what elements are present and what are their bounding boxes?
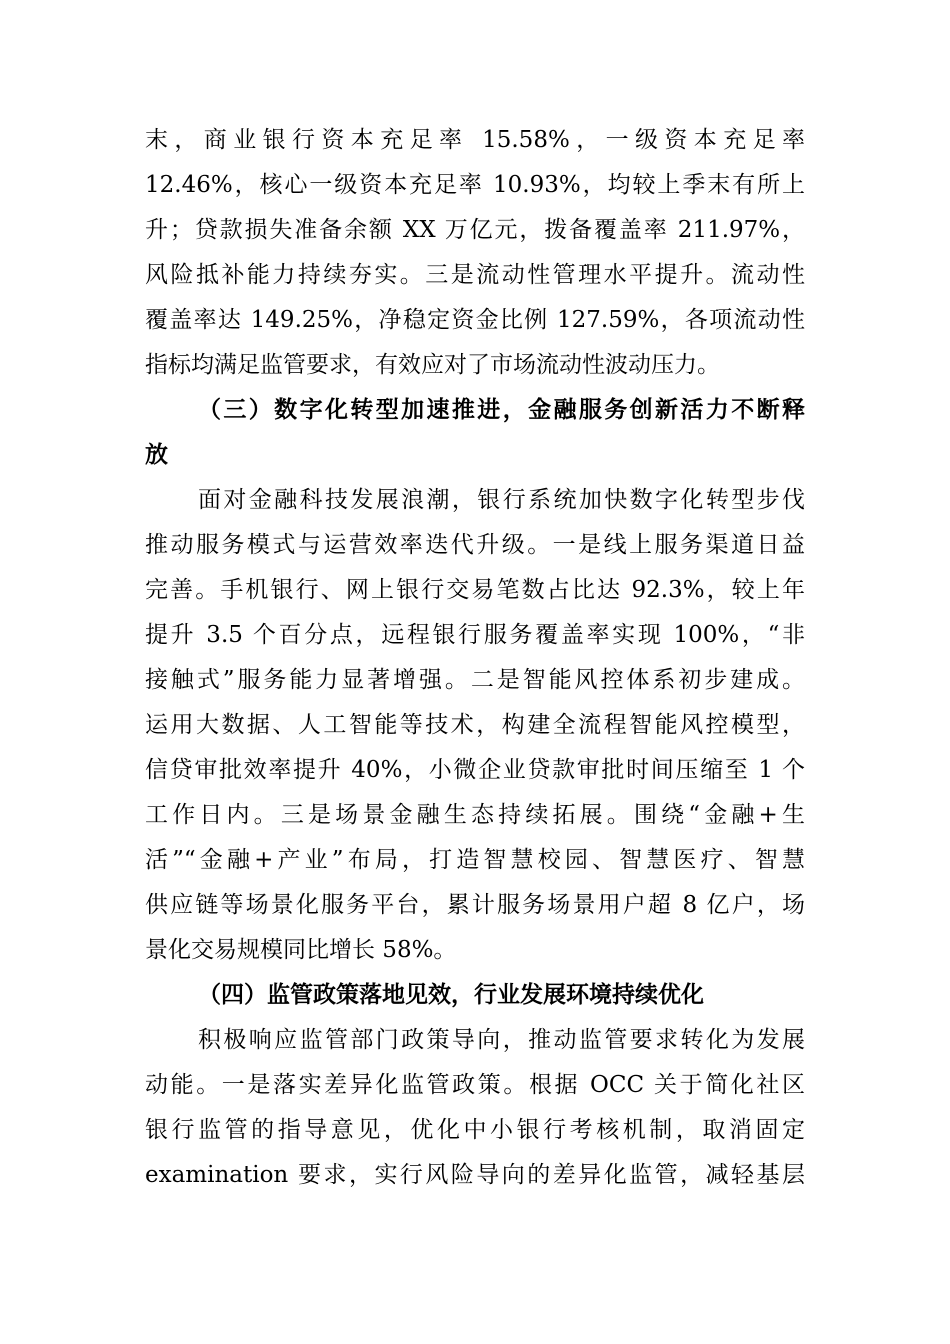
paragraph-line: 完善。手机银行、网上银行交易笔数占比达 92.3%，较上年 xyxy=(145,577,805,603)
paragraph-line: 银行监管的指导意见，优化中小银行考核机制，取消固定 xyxy=(145,1117,805,1143)
paragraph-line: 积极响应监管部门政策导向，推动监管要求转化为发展 xyxy=(198,1027,805,1053)
paragraph-line: 指标均满足监管要求，有效应对了市场流动性波动压力。 xyxy=(145,352,720,378)
paragraph-line: 覆盖率达 149.25%，净稳定资金比例 127.59%，各项流动性 xyxy=(145,307,805,333)
paragraph-line: 推动服务模式与运营效率迭代升级。一是线上服务渠道日益 xyxy=(145,532,805,558)
paragraph-line: 景化交易规模同比增长 58%。 xyxy=(145,937,457,963)
paragraph-line: 12.46%，核心一级资本充足率 10.93%，均较上季末有所上 xyxy=(145,172,805,198)
paragraph-line: examination 要求，实行风险导向的差异化监管，减轻基层 xyxy=(145,1162,805,1188)
paragraph-line: 活”“金融+产业”布局，打造智慧校园、智慧医疗、智慧 xyxy=(145,847,805,873)
paragraph-line: 接触式”服务能力显著增强。二是智能风控体系初步建成。 xyxy=(145,667,805,693)
section-heading: （四）监管政策落地见效，行业发展环境持续优化 xyxy=(198,981,704,1008)
paragraph-line: 运用大数据、人工智能等技术，构建全流程智能风控模型， xyxy=(145,712,805,738)
section-heading: （三）数字化转型加速推进，金融服务创新活力不断释 xyxy=(198,396,805,423)
paragraph-line: 工作日内。三是场景金融生态持续拓展。围绕“金融+生 xyxy=(145,802,805,828)
paragraph-line: 提升 3.5 个百分点，远程银行服务覆盖率实现 100%，“非 xyxy=(145,622,805,648)
paragraph-line: 升；贷款损失准备余额 XX 万亿元，拨备覆盖率 211.97%， xyxy=(145,217,805,243)
paragraph-line: 面对金融科技发展浪潮，银行系统加快数字化转型步伐 xyxy=(198,487,805,513)
section-heading: 放 xyxy=(145,441,168,468)
paragraph-line: 供应链等场景化服务平台，累计服务场景用户超 8 亿户，场 xyxy=(145,892,805,918)
paragraph-line: 末，商业银行资本充足率 15.58%，一级资本充足率 xyxy=(145,127,805,153)
paragraph-line: 动能。一是落实差异化监管政策。根据 OCC 关于简化社区 xyxy=(145,1072,805,1098)
paragraph-line: 风险抵补能力持续夯实。三是流动性管理水平提升。流动性 xyxy=(145,262,805,288)
paragraph-line: 信贷审批效率提升 40%，小微企业贷款审批时间压缩至 1 个 xyxy=(145,757,805,783)
